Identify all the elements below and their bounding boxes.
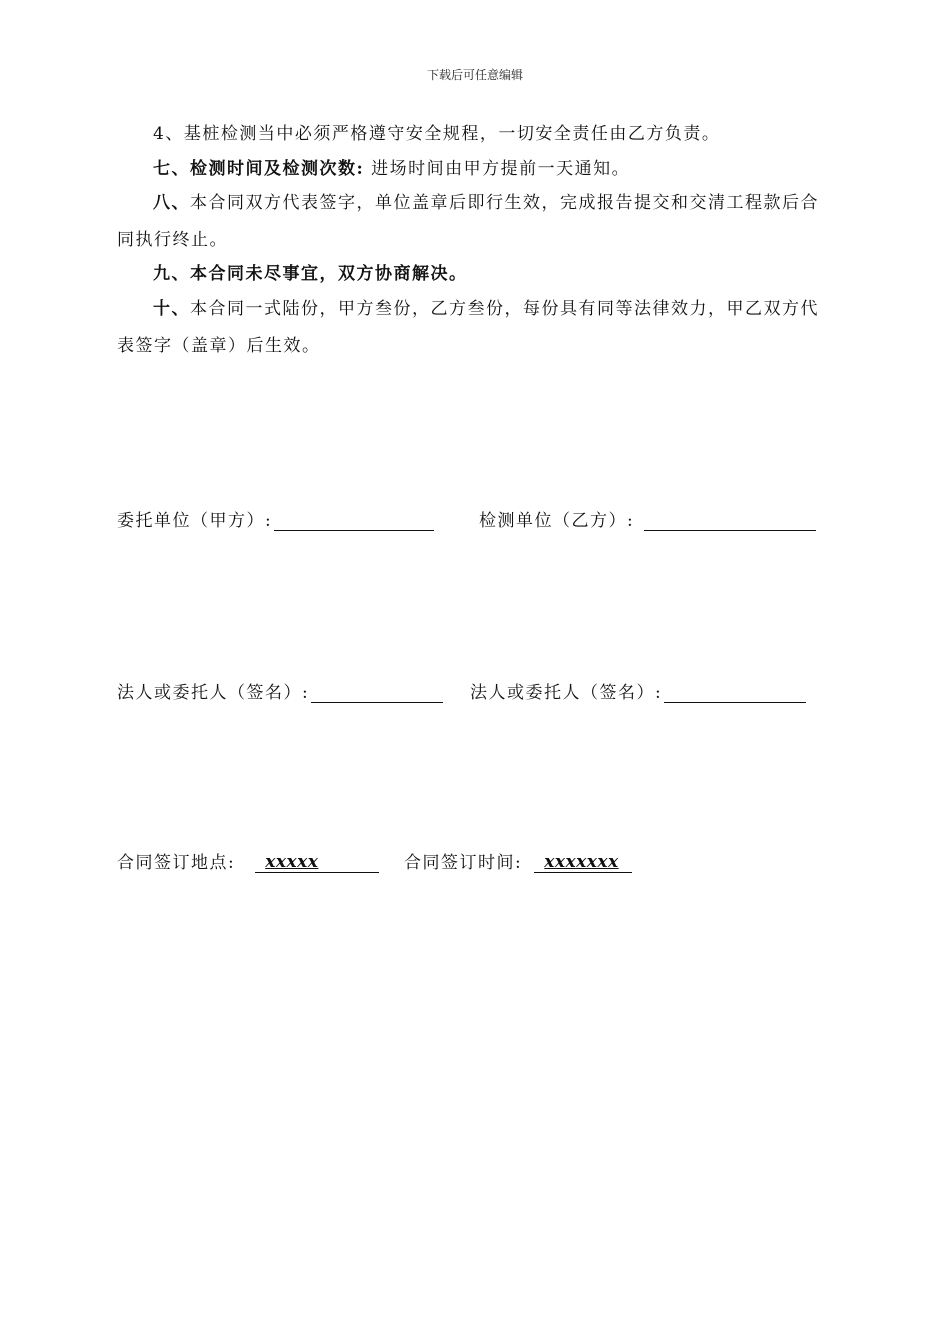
clause-10 [117,291,827,365]
clause-8 [117,185,827,259]
clause-7-body: 进场时间由甲方提前一天通知。 [364,159,631,179]
party-a-blank[interactable] [274,512,434,531]
rep-a-label: 法人或委托人（签名）: [117,683,310,703]
clause-8-body: 本合同双方代表签字，单位盖章后即行生效，完成报告提交和交清工程款后合同执行终止。 [117,193,819,250]
page-header: 下载后可任意编辑 [426,68,523,82]
clause-4: 4、基桩检测当中必须严格遵守安全规程，一切安全责任由乙方负责。 [153,124,721,144]
rep-b-field [470,678,806,703]
rep-b-label: 法人或委托人（签名）: [470,683,663,703]
signing-place-field [117,848,379,873]
clause-7-title: 七、检测时间及检测次数: [153,159,365,179]
clause-10-title: 十、 [153,299,190,319]
party-a-field [117,506,434,531]
clause-10-body: 本合同一式陆份，甲方叁份，乙方叁份，每份具有同等法律效力，甲乙双方代表签字（盖章）后生效。 [117,299,819,356]
party-a-label: 委托单位（甲方）: [117,511,273,531]
rep-a-blank[interactable] [311,684,443,703]
party-b-field [479,506,816,531]
signing-place-label: 合同签订地点: [117,853,236,873]
clause-7 [117,151,827,188]
clause-9: 九、本合同未尽事宜，双方协商解决。 [153,264,468,284]
signing-time-value[interactable]: xxxxxxx [534,852,632,873]
signing-place-value[interactable]: xxxxx [255,852,379,873]
signing-time-label: 合同签订时间: [404,853,523,873]
rep-a-field [117,678,443,703]
rep-b-blank[interactable] [664,684,806,703]
signing-time-field [404,848,632,873]
clause-8-title: 八、 [153,193,190,213]
party-b-label: 检测单位（乙方）: [479,511,635,531]
party-b-blank[interactable] [644,512,816,531]
